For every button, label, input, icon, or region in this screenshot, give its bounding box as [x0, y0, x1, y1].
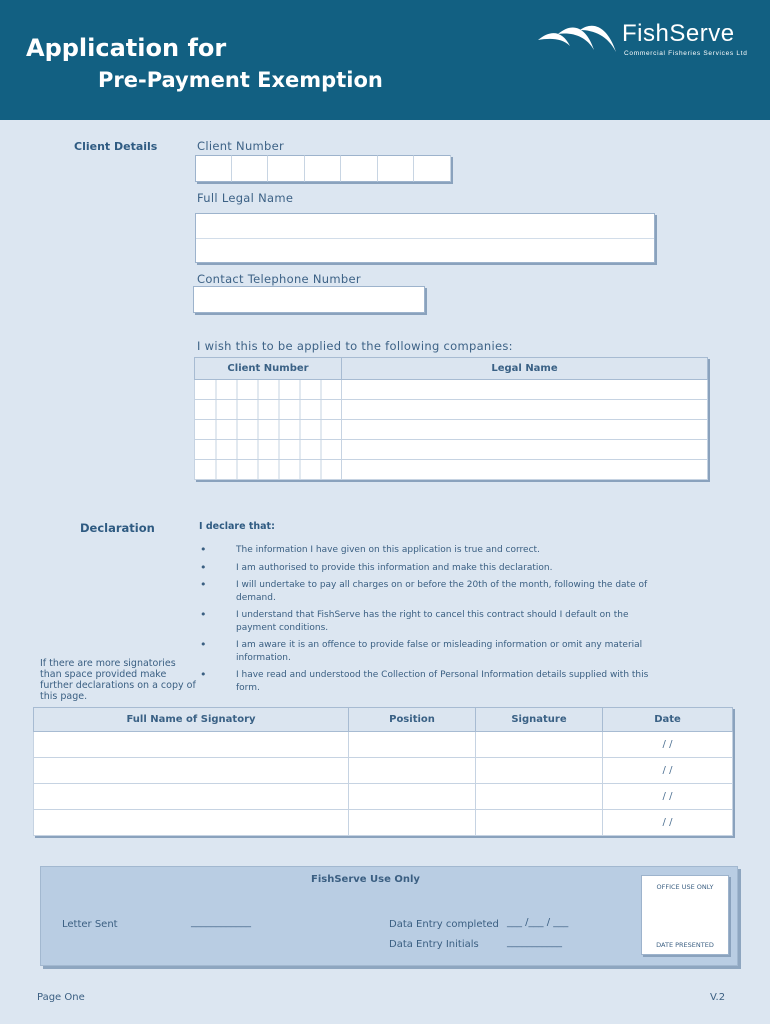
table-row[interactable] — [195, 460, 708, 480]
table-row[interactable]: / / — [34, 810, 733, 836]
list-item: • I am aware it is an offence to provide false or misleading information or omit any material information. — [196, 639, 656, 664]
contact-phone-label: Contact Telephone Number — [197, 272, 361, 286]
declaration-intro: I declare that: — [199, 521, 275, 532]
companies-header-legal-name: Legal Name — [342, 358, 708, 380]
title-line-1: Application for — [26, 34, 227, 62]
signatories-note: If there are more signatories than space provided make further declarations on a copy of this page. — [40, 658, 196, 702]
table-row[interactable] — [195, 380, 708, 400]
list-item: • I understand that FishServe has the right to cancel this contract should I default on the payment conditions. — [196, 609, 656, 634]
full-legal-name-input[interactable] — [195, 213, 655, 263]
signatories-table — [33, 707, 733, 836]
sig-header-date: Date — [603, 708, 733, 732]
table-row[interactable] — [195, 440, 708, 460]
full-legal-name-label: Full Legal Name — [197, 191, 294, 205]
client-number-label: Client Number — [197, 139, 285, 153]
table-row[interactable]: / / — [34, 784, 733, 810]
list-item: • I am authorised to provide this information and make this declaration. — [196, 562, 656, 575]
companies-header-client-number: Client Number — [195, 358, 342, 380]
title-line-2: Pre-Payment Exemption — [98, 68, 383, 92]
table-row[interactable]: / / — [34, 732, 733, 758]
data-entry-initials-label: Data Entry Initials — [389, 939, 479, 950]
logo-name: FishServe — [622, 20, 735, 47]
declaration-list — [196, 544, 656, 699]
list-item: • I will undertake to pay all charges on or before the 20th of the month, following the date of demand. — [196, 579, 656, 604]
client-number-input[interactable] — [195, 155, 451, 182]
client-details-label: Client Details — [74, 140, 158, 153]
logo-tagline: Commercial Fisheries Services Ltd — [624, 50, 748, 57]
data-entry-initials-value: ___________ — [507, 937, 562, 948]
letter-sent-label: Letter Sent — [62, 919, 118, 930]
version-label: V.2 — [710, 992, 726, 1003]
companies-intro: I wish this to be applied to the following companies: — [197, 339, 513, 353]
office-use-title: FishServe Use Only — [311, 874, 420, 885]
table-row[interactable] — [195, 400, 708, 420]
letter-sent-value: ____________ — [191, 917, 251, 928]
list-item: • I have read and understood the Collection of Personal Information details supplied with this form. — [196, 669, 656, 694]
stamp-top-label: OFFICE USE ONLY — [656, 883, 714, 891]
office-use-stamp-box — [641, 875, 729, 955]
list-item: • The information I have given on this application is true and correct. — [196, 544, 656, 557]
page-header — [0, 0, 770, 120]
declaration-label: Declaration — [80, 521, 155, 535]
data-entry-completed-value: ___ /___ / ___ — [507, 917, 569, 928]
table-row[interactable] — [195, 420, 708, 440]
wave-logo-icon — [536, 22, 620, 58]
data-entry-completed-label: Data Entry completed — [389, 919, 499, 930]
table-row[interactable]: / / — [34, 758, 733, 784]
sig-header-name: Full Name of Signatory — [34, 708, 349, 732]
stamp-bottom-label: DATE PRESENTED — [656, 941, 714, 949]
contact-phone-input[interactable] — [193, 286, 425, 313]
sig-header-position: Position — [349, 708, 476, 732]
sig-header-signature: Signature — [476, 708, 603, 732]
fishserve-logo — [536, 20, 756, 60]
office-use-panel — [40, 866, 738, 966]
companies-table — [194, 357, 708, 480]
page-number: Page One — [37, 992, 85, 1003]
